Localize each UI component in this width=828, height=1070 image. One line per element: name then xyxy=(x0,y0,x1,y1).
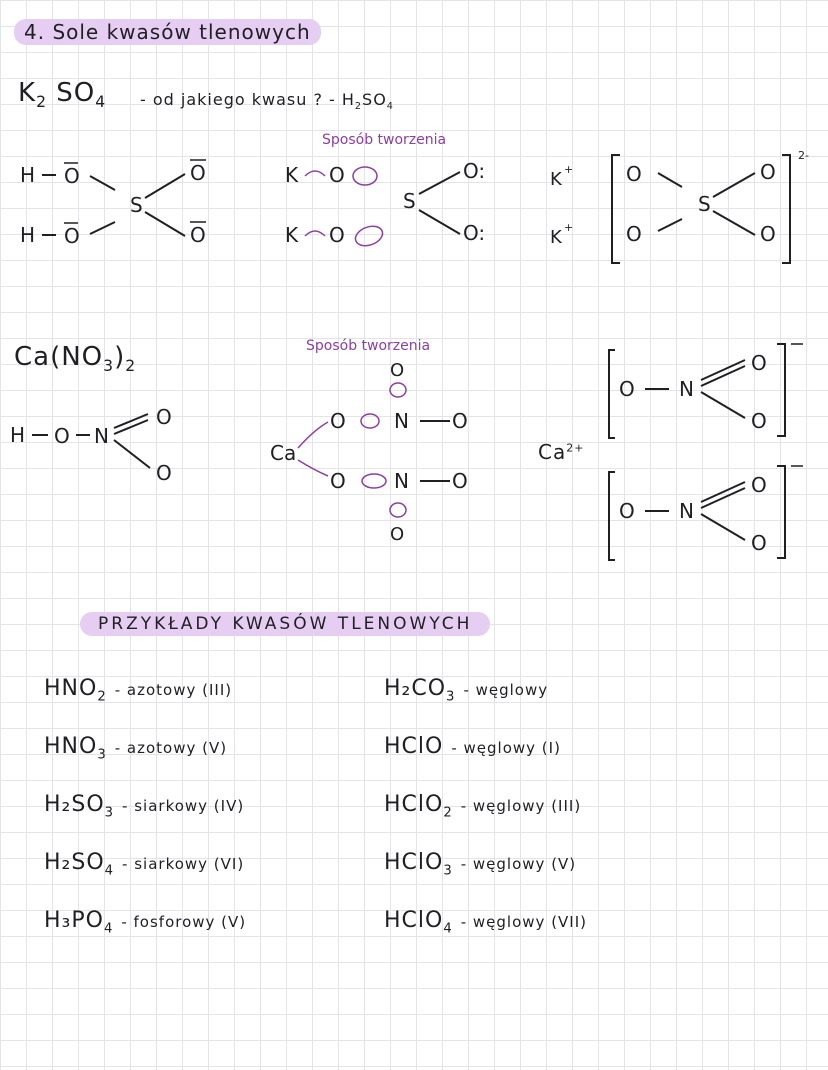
svg-text:O: O xyxy=(760,160,776,184)
nitrate-ion-top xyxy=(605,340,815,440)
example-subscript: 3 xyxy=(104,805,115,821)
example-formula: HNO xyxy=(44,676,98,701)
example-row xyxy=(384,850,576,878)
examples-heading xyxy=(80,614,490,634)
question-tail: SO xyxy=(362,90,387,109)
method-label-nitrate: Sposób tworzenia xyxy=(306,338,431,354)
example-row xyxy=(384,676,548,704)
svg-text:O: O xyxy=(626,162,642,186)
example-name: - azotowy (III) xyxy=(114,681,233,699)
h-atom-top: H xyxy=(20,163,36,187)
n-ion-top: N xyxy=(679,377,694,401)
so-subscript: 4 xyxy=(95,93,107,112)
ca-atom: Ca xyxy=(270,441,297,465)
svg-text:O: O xyxy=(64,224,80,248)
example-subscript: 3 xyxy=(97,747,107,763)
svg-text:+: + xyxy=(564,221,574,234)
example-subscript: 4 xyxy=(443,921,453,937)
o-top: O xyxy=(390,360,405,381)
question-sub: 2 xyxy=(354,101,363,113)
example-name: - węglowy (III) xyxy=(460,797,582,815)
example-name: - węglowy (I) xyxy=(451,739,561,757)
svg-text:O: O xyxy=(64,164,80,188)
title-highlight: 4. Sole kwasów tlenowych xyxy=(14,19,321,45)
svg-text:O: O xyxy=(626,222,642,246)
svg-text:O:: O: xyxy=(463,159,486,183)
svg-text:O: O xyxy=(190,223,206,247)
k2so4-formation xyxy=(285,150,505,260)
example-formula: HClO xyxy=(384,908,444,933)
example-subscript: 4 xyxy=(103,921,114,937)
example-subscript: 3 xyxy=(443,863,453,879)
k-atom-bottom: K xyxy=(285,223,299,247)
svg-text:O: O xyxy=(330,409,346,433)
example-row xyxy=(44,850,244,878)
s-atom-3: S xyxy=(698,192,711,216)
example-name: - węglowy (VII) xyxy=(460,913,588,931)
k2so4-formula xyxy=(18,78,106,111)
method-label-sulfate: Sposób tworzenia xyxy=(322,132,447,148)
example-row xyxy=(44,908,246,936)
svg-text:O:: O: xyxy=(463,221,486,245)
example-formula: H₃PO xyxy=(44,908,104,933)
svg-text:O: O xyxy=(156,405,172,429)
example-formula: HClO xyxy=(384,850,444,875)
o-right-top: O xyxy=(452,409,468,433)
n-atom-acid: N xyxy=(94,424,109,448)
hno3-structure xyxy=(10,400,210,490)
so-symbol: SO xyxy=(56,78,96,108)
question-text: - od jakiego kwasu ? - H xyxy=(140,90,355,109)
cano3-paren: ) xyxy=(114,342,126,372)
k-ion-bottom: K xyxy=(550,227,562,248)
n-ion-bottom: N xyxy=(679,499,694,523)
example-formula: HClO xyxy=(384,792,444,817)
example-subscript: 4 xyxy=(104,863,115,879)
o-right-bottom: O xyxy=(452,469,468,493)
n-atom-top: N xyxy=(394,409,409,433)
cano3-text: Ca(NO xyxy=(14,342,104,372)
h-atom-nitrate: H xyxy=(10,423,26,447)
k-ion-top: K xyxy=(550,169,562,190)
k2so4-ionic xyxy=(550,145,820,275)
example-name: - azotowy (V) xyxy=(114,739,228,757)
svg-text:O: O xyxy=(619,499,635,523)
example-name: - węglowy (V) xyxy=(460,855,577,873)
example-name: - siarkowy (VI) xyxy=(122,855,245,873)
svg-text:O: O xyxy=(760,222,776,246)
svg-text:+: + xyxy=(564,163,574,176)
k-symbol: K xyxy=(18,78,37,108)
example-formula: H₂SO xyxy=(44,850,105,875)
sulfate-charge: 2- xyxy=(798,149,809,162)
example-name: - fosforowy (V) xyxy=(121,913,247,931)
example-row xyxy=(44,792,244,820)
question-tail-sub: 4 xyxy=(386,101,394,113)
svg-text:O: O xyxy=(330,469,346,493)
cano3-sub2: 2 xyxy=(125,357,137,376)
example-row xyxy=(384,734,561,762)
ca-ion xyxy=(538,440,584,464)
example-subscript: 2 xyxy=(443,805,453,821)
cano3-formula xyxy=(14,342,136,375)
svg-text:O: O xyxy=(329,163,345,187)
example-row xyxy=(384,792,581,820)
k-subscript: 2 xyxy=(36,93,47,112)
example-name: - węglowy xyxy=(463,681,549,699)
ca-ion-symbol: Ca xyxy=(538,440,567,464)
svg-text:O: O xyxy=(751,409,767,433)
cano3-sub1: 3 xyxy=(103,357,115,376)
examples-heading-highlight: PRZYKŁADY KWASÓW TLENOWYCH xyxy=(80,612,490,636)
example-formula: H₂CO xyxy=(384,676,447,701)
k-atom-top: K xyxy=(285,163,299,187)
svg-text:O: O xyxy=(54,424,70,448)
example-formula: HClO xyxy=(384,734,444,759)
page-title xyxy=(14,20,321,44)
cano3-formation xyxy=(270,360,490,560)
example-formula: H₂SO xyxy=(44,792,105,817)
example-row xyxy=(44,734,227,762)
svg-text:O: O xyxy=(619,377,635,401)
ca-ion-charge: 2+ xyxy=(566,441,585,455)
n-atom-bottom: N xyxy=(394,469,409,493)
example-subscript: 2 xyxy=(97,689,107,705)
example-subscript: 3 xyxy=(446,689,456,705)
h2so4-structure xyxy=(20,150,250,260)
h-atom-bottom: H xyxy=(20,223,36,247)
svg-text:O: O xyxy=(329,223,345,247)
o-bottom: O xyxy=(390,524,405,545)
nitrate-ion-bottom xyxy=(605,462,815,562)
example-row xyxy=(384,908,587,936)
svg-text:O: O xyxy=(751,351,767,375)
svg-text:O: O xyxy=(156,461,172,485)
acid-question xyxy=(140,90,394,112)
example-name: - siarkowy (IV) xyxy=(122,797,245,815)
s-atom-2: S xyxy=(403,189,416,213)
example-row xyxy=(44,676,232,704)
svg-text:O: O xyxy=(190,161,206,185)
example-formula: HNO xyxy=(44,734,98,759)
svg-text:O: O xyxy=(751,473,767,497)
svg-text:O: O xyxy=(751,531,767,555)
s-atom: S xyxy=(130,193,143,217)
